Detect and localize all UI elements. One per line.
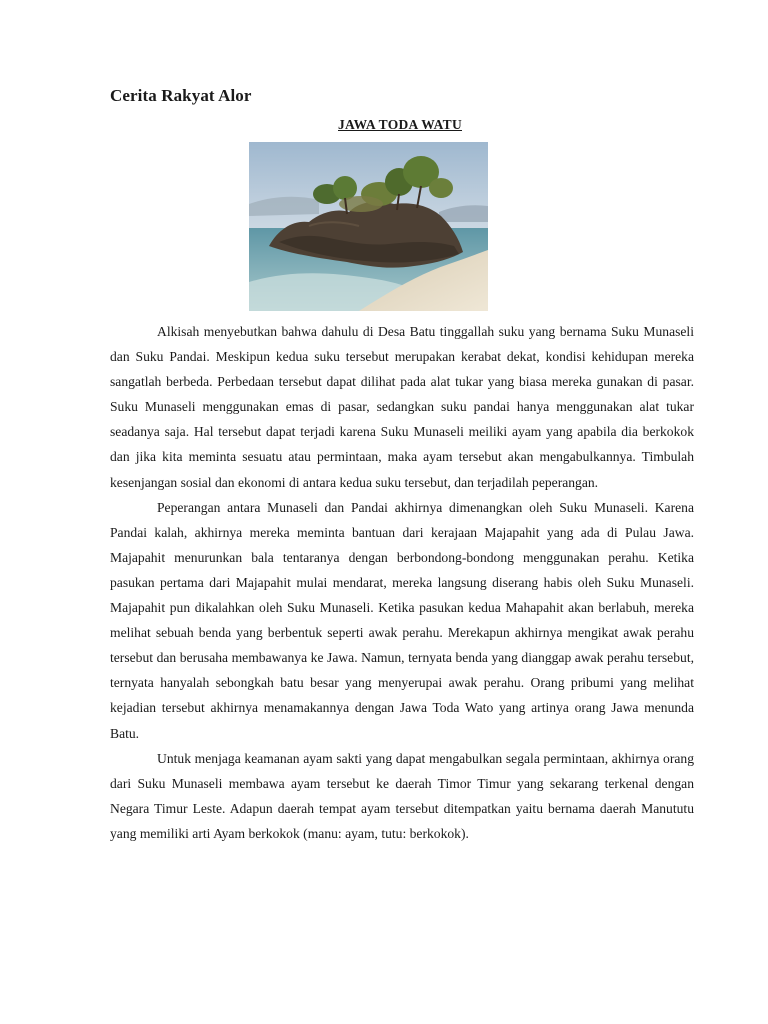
paragraph-2: Peperangan antara Munaseli dan Pandai akhirnya dimenangkan oleh Suku Munaseli. Karena Pandai kalah, akhirnya mereka meminta bantuan dari kerajaan Majapahit yang ada di Pulau Jawa. Majapahit menurunkan bala tentaranya dengan berbondong-bondong menggunakan perahu. Ketika pasukan pertama dari Majapahit mulai mendarat, mereka langsung diserang habis oleh Suku Munaseli. Majapahit pun dikalahkan oleh Suku Munaseli. Ketika pasukan kedua Mahapahit akan berlabuh, mereka melihat sebuah benda yang berbentuk seperti awak perahu. Merekapun akhirnya mengikat awak perahu tersebut dan berusaha membawanya ke Jawa. Namun, ternyata benda yang dianggap awak perahu tersebut, ternyata hanyalah sebongkah batu besar yang menyerupai awak perahu. Orang pribumi yang melihat kejadian tersebut akhirnya menamakannya dengan Jawa Toda Wato yang artinya orang Jawa menunda Batu. [110,499,694,741]
story-body [110,319,694,846]
document-heading: Cerita Rakyat Alor [110,86,252,105]
paragraph-1: Alkisah menyebutkan bahwa dahulu di Desa Batu tinggallah suku yang bernama Suku Munaseli dan Suku Pandai. Meskipun kedua suku tersebut merupakan kerabat dekat, kondisi kehidupan mereka sangatlah berbeda. Perbedaan tersebut dapat dilihat pada alat tukar yang biasa mereka gunakan di pasar. Suku Munaseli menggunakan emas di pasar, sedangkan suku pandai hanya menggunakan alat tukar seadanya saja. Hal tersebut dapat terjadi karena Suku Munaseli meiliki ayam yang apabila dia berkokok dan jika kita meminta sesuatu atau permintaan, maka ayam tersebut akan mengabulkannya. Timbulah kesenjangan sosial dan ekonomi di antara kedua suku tersebut, dan terjadilah peperangan. [110,324,694,490]
story-title: JAWA TODA WATU [338,117,462,132]
rock-island-photo [249,142,488,311]
paragraph-3: Untuk menjaga keamanan ayam sakti yang dapat mengabulkan segala permintaan, akhirnya orang dari Suku Munaseli membawa ayam tersebut ke daerah Timor Timur yang sekarang terkenal dengan Negara Timur Leste. Adapun daerah tempat ayam tersebut ditempatkan yaitu bernama daerah Manututu yang memiliki arti Ayam berkokok (manu: ayam, tutu: berkokok). [110,750,694,841]
